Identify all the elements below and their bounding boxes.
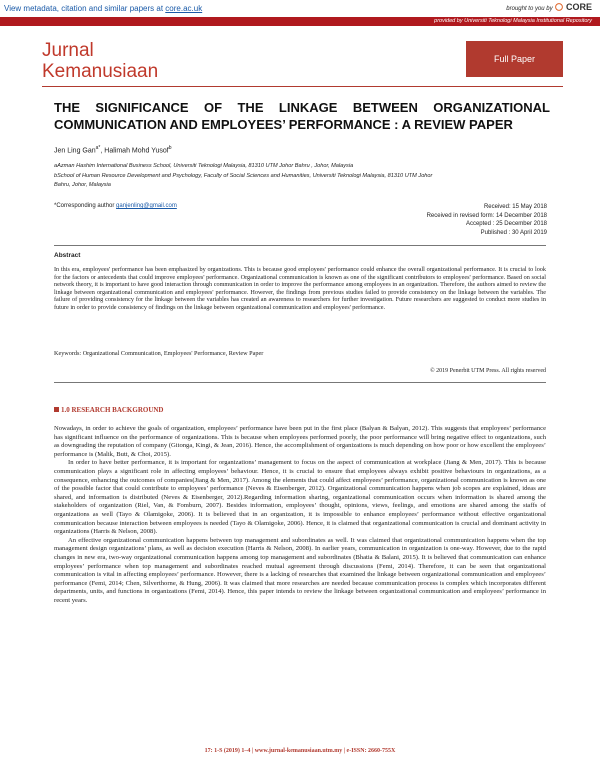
author-2-sup: b [168,145,172,151]
keywords: Keywords: Organizational Communication, Employees' Performance, Review Paper [54,350,264,357]
paper-title-line1: THE SIGNIFICANCE OF THE LINKAGE BETWEEN ORGANIZATIONAL [54,100,550,115]
corresponding-author [54,203,177,209]
core-brand[interactable] [506,2,592,12]
corr-label: *Corresponding author [54,203,117,209]
author-2: , Halimah Mohd Yusof [100,147,169,155]
body-text [54,425,546,605]
date-received: Received: 15 May 2018 [483,204,547,210]
date-revised: Received in revised form: 14 December 2018 [426,212,547,219]
journal-name [42,40,158,82]
paper-title-line2: COMMUNICATION AND EMPLOYEES’ PERFORMANCE : A REVIEW PAPER [54,117,513,132]
author-1-sup: a* [95,145,101,151]
core-link-domain[interactable]: core.ac.uk [165,4,203,13]
corr-email-link[interactable]: ganjenling@gmail.com [116,203,177,209]
author-1: Jen Ling Gan [54,147,96,155]
article-dates [427,203,547,237]
affiliation-b-cont: Bahru, Johor, Malaysia [54,182,111,188]
date-published: Published : 30 April 2019 [480,229,547,236]
paragraph-2: In order to have better performance, it is important for organizations’ management to focus on the aspect of communication at workplace (Jiang & Men, 2017). This is because communication plays a significant role in affecting employees’ behaviour. Hence, it is crucial to ensure that employees always exhibit positive behaviours in organizations, as a consequence, enhancing the outcomes of companies(Jiang & Men, 2017). Among the elements that could affect employees’ performance, organizational communication is known as one of the possible factor that could contribute to employees’ performance (Neves & Eisenberger, 2012). Organizational communication happens when job scopes are explained, ideas are shared, and information is distributed (Neves & Eisenberger, 2012).Regarding information sharing, organizational communication occurs when information is shared among the stakeholders of organization (Riel, Van, & Fomburn, 2007). Besides information, employees’ thought, opinions, views, feelings, and emotions are shared among the staffs of organizations as well (Tayo & Olamigoke, 2006). It is believed that in an organization, it is impossible to enhance employees’ performance without effective organizational communication because interaction between employees is needed (Tayo & Olamigoke, 2006). Hence, it is claimed that organizational communication is crucial and dominant activity in organizations (Harris & Nelson, 2008). [54,459,546,536]
core-brought-text: brought to you by [506,6,553,12]
section-heading-text: 1.0 RESEARCH BACKGROUND [61,406,164,414]
affiliation-b: bSchool of Human Resource Development and Psychology, Faculty of Social Sciences and Humanities, Universiti Teknologi Malaysia, 81310 UTM Johor [54,173,433,179]
paragraph-3: An effective organizational communication happens between top management and subordinates as well. It was claimed that organizational communication happens when the top management design organizations’ plans, as well as decision execution (Harris & Nelson, 2008). In earlier years, communication in organization is one-way. However, due to the rapid changes in new era, two-way organizational communication happens among top management and subordinates (Bhatia & Balani, 2015). It is believed that communication can enhance employees’ performance when top management and subordinates reached mutual agreement through discussions (Femi, 2014). Therefore, it can be seen that organizational communication is vital in affecting employees’ performance. However, there is a lacking of researches that examined the linkage between organizational communication and employees’ performance (Femi, 2014; Chen, Silverthorne, & Hung, 2006). It was claimed that more researches are needed because communication process is complex which incorporates different departments, units, and functions in organizations (Femi, 2014). Hence, this paper intends to review the linkage between organizational communication and employees’ performance in recent years. [54,536,546,604]
journal-name-line1: Jurnal [42,40,94,61]
authors [54,145,172,154]
section-marker-icon [54,407,59,412]
affiliation-a: aAzman Hashim International Business School, Universiti Teknologi Malaysia, 81310 UTM Johor Bahru , Johor, Malaysia [54,163,354,169]
abstract-text: In this era, employees' performance has been emphasized by organizations. This is because good employees' performance could enhance the overall organizational performance. It is crucial to look for the factors or antecedents that could improve employees' performance. Organizational communication is known as one of the significant contributors to employees' performance. Based on social network theory, it is important to have good interaction through communication in order to improve the performance among employees in an organization. Therefore, the authors aimed to review the linkage between organizational communication and employees' performance. However, the findings from previous studies failed to provide consistency on the linkage between the variables. The failure of providing consistency for the linkage between the variables has created an awareness to researchers for further investigation. Future researchers are suggested to conduct more studies in future in order to provide consistency of findings on the linkage between organizational communication and employees' performance. [54,266,546,311]
repository-provider[interactable]: provided by Universiti Teknologi Malaysia Institutional Repository [434,18,592,24]
abstract-top-divider [54,245,546,246]
journal-name-line2: Kemanusiaan [42,61,159,82]
full-paper-badge: Full Paper [466,41,563,77]
date-accepted: Accepted : 25 December 2018 [465,221,547,228]
abstract-heading: Abstract [54,252,81,259]
core-logo-icon [555,3,563,11]
section-heading [54,406,163,414]
page-footer: 17: 1-S (2019) 1–4 | www.jurnal-kemanusiaan.utm.my | e-ISSN: 2660-755X [204,748,396,754]
core-logo-label: CORE [565,2,592,12]
header-divider [42,86,563,87]
copyright: © 2019 Penerbit UTM Press. All rights reserved [430,368,546,374]
core-metadata-link[interactable] [4,4,202,13]
abstract-bottom-divider [54,382,546,383]
paragraph-1: Nowadays, in order to achieve the goals of organization, employees’ performance have been put in the first place (Balyan & Balyan, 2012). This suggests that employees’ performance has significant influence on the performance of organizations. This is because when employees performed poorly, the poor performance will bring negative effect to organizations, such as downgrading the reputation of company (Gitonga, Kingi, & Jean, 2016). Hence, the accomplishment of organizations is much depending on how poor or how excellent the employees’ performance is (Malik, Butt, & Choi, 2015). [54,425,546,458]
core-link-text: View metadata, citation and similar papers at [4,4,166,13]
